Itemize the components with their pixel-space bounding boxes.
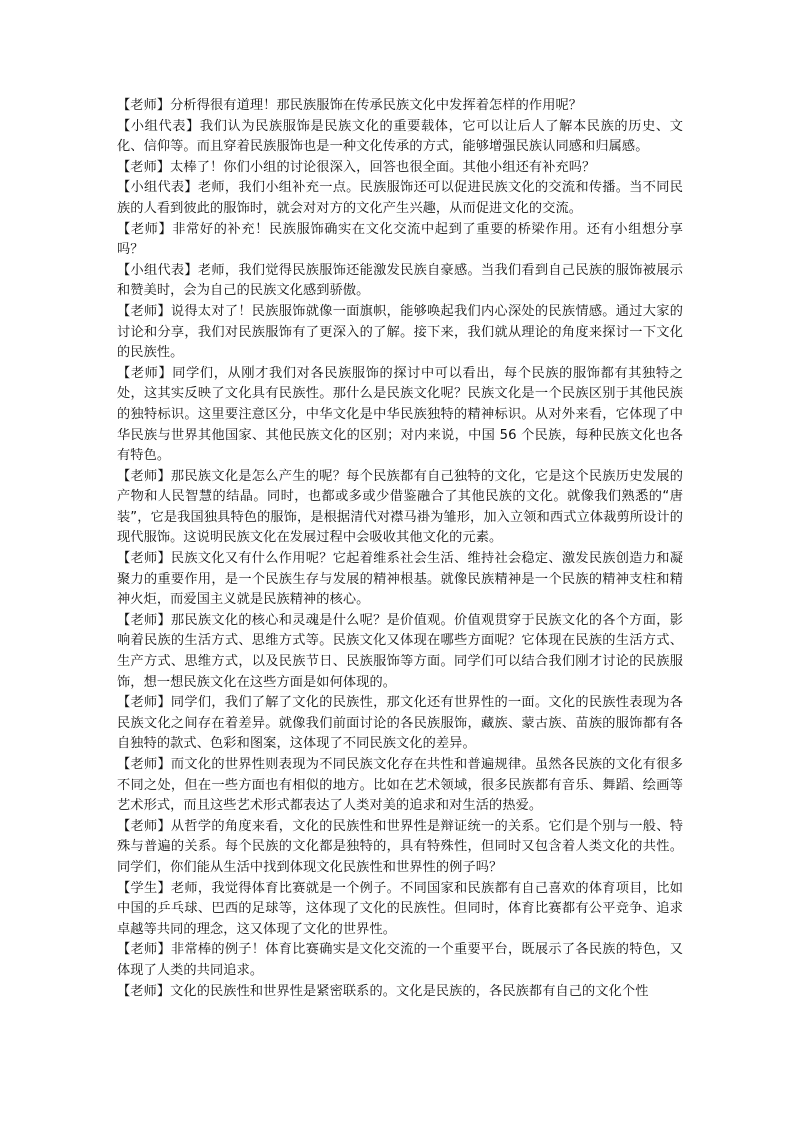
paragraph: 【老师】那民族文化是怎么产生的呢？每个民族都有自己独特的文化，它是这个民族历史发展的产物和人民智慧的结晶。同时，也都或多或少借鉴融合了其他民族的文化。就像我们熟悉的“唐装”，它是我国独具特色的服饰，是根据清代对襟马褂为雏形，加入立领和西式立体裁剪所设计的现代服饰。这说明民族文化在发展过程中会吸收其他文化的元素。 [117, 468, 683, 546]
paragraph: 【小组代表】我们认为民族服饰是民族文化的重要载体，它可以让后人了解本民族的历史、文化、信仰等。而且穿着民族服饰也是一种文化传承的方式，能够增强民族认同感和归属感。 [117, 118, 683, 155]
paragraph: 【老师】太棒了！你们小组的讨论很深入，回答也很全面。其他小组还有补充吗？ [117, 159, 596, 175]
paragraph: 【小组代表】老师，我们觉得民族服饰还能激发民族自豪感。当我们看到自己民族的服饰被展示和赞美时，会为自己的民族文化感到骄傲。 [117, 262, 683, 299]
paragraph: 【学生】老师，我觉得体育比赛就是一个例子。不同国家和民族都有自己喜欢的体育项目，比如中国的乒乓球、巴西的足球等，这体现了文化的民族性。但同时，体育比赛都有公平竞争、追求卓越等共同的理念，这又体现了文化的世界性。 [117, 880, 683, 937]
paragraph: 【小组代表】老师，我们小组补充一点。民族服饰还可以促进民族文化的交流和传播。当不同民族的人看到彼此的服饰时，就会对对方的文化产生兴趣，从而促进文化的交流。 [117, 180, 683, 216]
paragraph: 【老师】分析得很有道理！那民族服饰在传承民族文化中发挥着怎样的作用呢？ [117, 98, 583, 113]
paragraph: 【老师】从哲学的角度来看，文化的民族性和世界性是辩证统一的关系。它们是个别与一般、特殊与普遍的关系。每个民族的文化都是独特的，具有特殊性，但同时又包含着人类文化的共性。同学们，你们能从生活中找到体现文化民族性和世界性的例子吗？ [117, 818, 683, 875]
paragraph: 【老师】那民族文化的核心和灵魂是什么呢？是价值观。价值观贯穿于民族文化的各个方面，影响着民族的生活方式、思维方式等。民族文化又体现在哪些方面呢？它体现在民族的生活方式、生产方式、思维方式，以及民族节日、民族服饰等方面。同学们可以结合我们刚才讨论的民族服饰，想一想民族文化在这些方面是如何体现的。 [117, 612, 683, 690]
paragraph: 【老师】文化的民族性和世界性是紧密联系的。文化是民族的，各民族都有自己的文化个性 [117, 983, 649, 999]
paragraph: 【老师】说得太对了！民族服饰就像一面旗帜，能够唤起我们内心深处的民族情感。通过大家的讨论和分享，我们对民族服饰有了更深入的了解。接下来，我们就从理论的角度来探讨一下文化的民族性。 [117, 303, 683, 361]
paragraph: 【老师】民族文化又有什么作用呢？它起着维系社会生活、维持社会稳定、激发民族创造力和凝聚力的重要作用，是一个民族生存与发展的精神根基。就像民族精神是一个民族的精神支柱和精神火炬，而爱国主义就是民族精神的核心。 [117, 551, 683, 608]
paragraph: 【老师】非常棒的例子！体育比赛确实是文化交流的一个重要平台，既展示了各民族的特色，又体现了人类的共同追求。 [117, 942, 683, 978]
paragraph: 【老师】同学们，从刚才我们对各民族服饰的探讨中可以看出，每个民族的服饰都有其独特之处，这其实反映了文化具有民族性。那什么是民族文化呢？民族文化是一个民族区别于其他民族的独特标识。这里要注意区分，中华文化是中华民族独特的精神标识。从对外来看，它体现了中华民族与世界其他国家、其他民族文化的区别；对内来说，中国 56 个民族，每种民族文化也各有特色。 [117, 365, 683, 464]
paragraph: 【老师】而文化的世界性则表现为不同民族文化存在共性和普遍规律。虽然各民族的文化有很多不同之处，但在一些方面也有相似的地方。比如在艺术领域，很多民族都有音乐、舞蹈、绘画等艺术形式，而且这些艺术形式都表达了人类对美的追求和对生活的热爱。 [117, 757, 683, 814]
paragraph: 【老师】同学们，我们了解了文化的民族性，那文化还有世界性的一面。文化的民族性表现为各民族文化之间存在着差异。就像我们前面讨论的各民族服饰，藏族、蒙古族、苗族的服饰都有各自独特的款式、色彩和图案，这体现了不同民族文化的差异。 [117, 695, 683, 752]
document-page [117, 96, 683, 1002]
paragraph: 【老师】非常好的补充！民族服饰确实在文化交流中起到了重要的桥梁作用。还有小组想分享吗？ [117, 221, 683, 258]
